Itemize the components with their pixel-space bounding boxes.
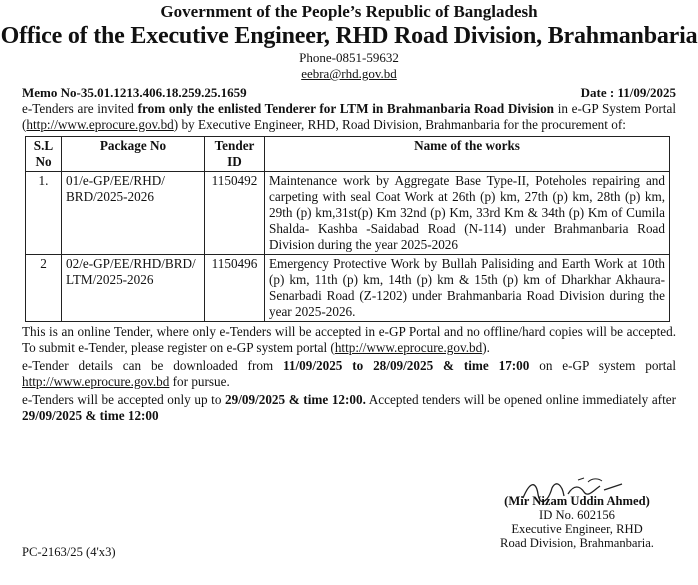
government-title: Government of the People’s Republic of Bangladesh (160, 2, 538, 21)
phone-number: Phone-0851-59632 (299, 50, 399, 65)
opening-time: 29/09/2025 & time 12:00 (22, 408, 159, 423)
memo-date: Date : 11/09/2025 (580, 85, 676, 100)
email-address[interactable]: eebra@rhd.gov.bd (301, 66, 397, 81)
intro-portal-link[interactable]: http://www.eprocure.gov.bd (26, 117, 174, 132)
signatory-name: (Mir Nizam Uddin Ahmed) (504, 494, 650, 508)
online-note-text: This is an online Tender, where only e-Tenders will be accepted in e-GP Portal and no offline/hard copies will be accepted. To submit e-Tender, please register on e-GP system portal ( (22, 324, 676, 355)
accept-text-1: e-Tenders will be accepted only up to (22, 392, 226, 407)
download-note (0, 358, 698, 390)
row-sl: 2 (26, 255, 62, 322)
table-row (26, 255, 670, 322)
row-work: Emergency Protective Work by Bullah Palisiding and Earth Work at 10th (p) km, 11th (p) km, 14th (p) km & 15th (p) km of Dharkhar Akhaura- Senarbadi Road (Z-1202) under Brahmanbaria Road Division during the year 2025-2026. (265, 255, 670, 322)
intro-text-1: e-Tenders are invited (22, 101, 138, 116)
intro-text-3: ) by Executive Engineer, RHD, Road Division, Brahmanbaria for the procurement of: (173, 117, 626, 132)
tender-table (25, 136, 670, 322)
online-tender-note (0, 324, 698, 356)
download-dates: 11/09/2025 to 28/09/2025 & time 17:00 (283, 358, 530, 373)
row-tender-id: 1150496 (205, 255, 265, 322)
table-header-row (26, 137, 670, 172)
signatory-title: Executive Engineer, RHD (511, 522, 643, 536)
signatory-office: Road Division, Brahmanbaria. (500, 536, 654, 550)
memo-row (0, 82, 698, 101)
accept-deadline: 29/09/2025 & time 12:00. (225, 392, 366, 407)
header-sl: S.L No (26, 137, 62, 172)
row-tender-id: 1150492 (205, 172, 265, 255)
header-package: Package No (62, 137, 205, 172)
intro-text-2: in e-GP System Portal ( (22, 101, 676, 132)
office-title: Office of the Executive Engineer, RHD Road Division, Brahmanbaria (0, 23, 698, 49)
online-note-end: ). (482, 340, 490, 355)
acceptance-note (0, 392, 698, 424)
download-text-2: on e-GP system portal (529, 358, 676, 373)
row-sl: 1. (26, 172, 62, 255)
signatory-block (482, 494, 672, 550)
online-note-link[interactable]: http://www.eprocure.gov.bd (334, 340, 483, 355)
download-portal-link[interactable]: http://www.eprocure.gov.bd (22, 374, 170, 389)
header-tender-id: Tender ID (205, 137, 265, 172)
pc-code: PC-2163/25 (4'x3) (22, 545, 116, 559)
letterhead (0, 0, 698, 82)
signatory-id: ID No. 602156 (539, 508, 615, 522)
memo-number: Memo No-35.01.1213.406.18.259.25.1659 (22, 85, 247, 100)
intro-bold: from only the enlisted Tenderer for LTM in Brahmanbaria Road Division (137, 101, 555, 116)
download-text-3: for pursue. (169, 374, 230, 389)
intro-paragraph (0, 101, 698, 133)
table-row (26, 172, 670, 255)
row-work: Maintenance work by Aggregate Base Type-II, Poteholes repairing and carpeting with seal Coat Work at 26th (p) km, 27th (p) km, 28th (p) km, 29th (p) km,31st(p) Km 32nd (p) Km, 33rd Km & 34th (p) Km of Cumila Shalda- Kashba -Saidabad Road (N-114) under Brahmanbaria Road Division during the year 2025-2026 (265, 172, 670, 255)
row-package: 02/e-GP/EE/RHD/BRD/ LTM/2025-2026 (62, 255, 205, 322)
download-text-1: e-Tender details can be downloaded from (22, 358, 284, 373)
header-works: Name of the works (265, 137, 670, 172)
accept-text-2: Accepted tenders will be opened online immediately after (365, 392, 676, 407)
row-package: 01/e-GP/EE/RHD/ BRD/2025-2026 (62, 172, 205, 255)
